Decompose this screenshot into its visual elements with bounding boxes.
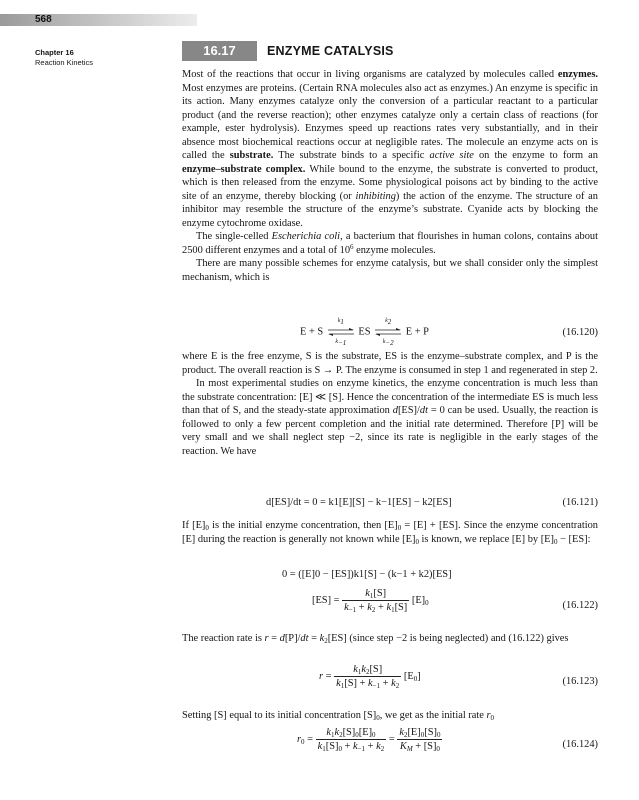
equation-body: d[ES]/dt = 0 = k1[E][S] − k−1[ES] − k2[ES] <box>266 497 452 508</box>
intro-text <box>182 68 598 284</box>
equilibrium-arrow-2: $k_2$ $k_{-2}$ <box>373 325 403 339</box>
body-text-3 <box>182 519 598 546</box>
paragraph-4: where E is the free enzyme, S is the substrate, ES is the enzyme–substrate complex, and P is the product. The overall reaction is S → P. The enzyme is consumed in step 1 and regenerated in step 2. <box>182 351 598 376</box>
chapter-label <box>35 48 175 68</box>
equation-number: (16.123) <box>562 676 598 687</box>
paragraph-7: The reaction rate is $r = d[P]/dt = k_2[ES]$ (since step −2 is being neglected) and (16.122) gives <box>182 633 569 645</box>
equation-16-122: [ES] = $\frac{k_1[S]}{k_{-1} + k_2 + k_1[S]}$ $[E]_0$ (16.122) <box>312 588 598 614</box>
equation-number: (16.121) <box>562 497 598 508</box>
equation-16-121 <box>182 497 598 513</box>
fraction: $\frac{k_1[S]}{k_{-1} + k_2 + k_1[S]}$ <box>344 588 408 614</box>
equation-number: (16.124) <box>562 739 598 750</box>
fraction: $\frac{k_2[E]_0[S]_0}{K_M + [S]_0}$ <box>399 727 441 753</box>
fraction: $\frac{k_1k_2[S]}{k_1[S] + k_{-1} + k_2}$ <box>336 664 400 690</box>
paragraph-1: Most of the reactions that occur in living organisms are catalyzed by molecules called enzymes. Most enzymes are proteins. (Certain RNA molecules also act as enzymes.) An enzyme is specific in its action. Many enzymes catalyze only the conversion of a particular reactant to a particular product (and the reverse reaction); other enzymes catalyze only a certain class of reactions (for example, ester hydrolysis). Enzymes speed up reactions rates very substantially, and in their absence most biochemical reactions occur at negligible rates. The molecule an enzyme acts on is called the substrate. The substrate binds to a specific active site on the enzyme to form an enzyme–substrate complex. While bound to the enzyme, the substrate is converted to product, which is then released from the enzyme. Some physiological poisons act by binding to the active site of an enzyme, thereby blocking (or inhibiting) the action of the enzyme. The structure of an inhibitor may resemble the structure of the enzyme’s substrate. Cyanide acts by blocking the enzyme cytochrome oxidase. <box>182 69 598 229</box>
section-title: ENZYME CATALYSIS <box>267 44 394 58</box>
equation-16-123: r = $\frac{k_1k_2[S]}{k_1[S] + k_{-1} + k_2}$ $[E_0]$ (16.123) <box>319 664 598 690</box>
body-text-4 <box>182 632 598 646</box>
body-text-2 <box>182 350 598 458</box>
equation-body: 0 = ([E]0 − [ES])k1[S] − (k−1 + k2)[ES] <box>282 569 452 580</box>
paragraph-3: There are many possible schemes for enzyme catalysis, but we shall consider only the simplest mechanism, which is <box>182 258 598 283</box>
paragraph-6: If $[E]_0$ is the initial enzyme concentration, then $[E]_0 = [E] + [ES]$. Since the enzyme concentration [E] during the reaction is generally not known while $[E]_0$ is known, we replace [E] by $[E]_0 - [ES]$: <box>182 520 598 546</box>
page-number: 568 <box>35 14 52 25</box>
equation-number: (16.120) <box>562 327 598 338</box>
paragraph-2: The single-celled Escherichia coli, a bacterium that flourishes in human colons, contains about 2500 different enzymes and a total of $10^6$ enzyme molecules. <box>182 231 599 256</box>
equilibrium-arrow-1: $k_1$ $k_{-1}$ <box>326 325 356 339</box>
chapter-title: Reaction Kinetics <box>35 58 93 67</box>
body-text-5 <box>182 709 598 723</box>
chapter-number: Chapter 16 <box>35 48 74 57</box>
paragraph-5: In most experimental studies on enzyme kinetics, the enzyme concentration is much less than the substrate concentration: [E] ≪ [S]. Hence the concentration of the intermediate ES is much less than that of S, and the steady-state approximation d[ES]/dt = 0 can be used. Usually, the reaction is followed to only a few percent completion and the initial rate determined. Therefore [P] will be very small and we shall neglect step −2, since its rate is negligible in the early stages of the reaction. We have <box>182 378 599 457</box>
equation-16-124: $r_0$ = $\frac{k_1k_2[S]_0[E]_0}{k_1[S]_0 + k_{-1} + k_2}$ = $\frac{k_2[E]_0[S]_0}{K_M + [S]_0}$ (16.124) <box>297 727 598 753</box>
section-number: 16.17 <box>182 41 257 61</box>
page-number-bar <box>0 14 197 26</box>
equation-16-120: E + S $k_1$ $k_{-1}$ ES $k_2$ $k_{-2}$ E + P (16.120) <box>300 318 598 347</box>
fraction: $\frac{k_1k_2[S]_0[E]_0}{k_1[S]_0 + k_{-1} + k_2}$ <box>317 727 385 753</box>
equation-steady-state-expanded <box>182 569 598 584</box>
paragraph-8: Setting [S] equal to its initial concentration $[S]_0$, we get as the initial rate $r_0$ <box>182 710 495 722</box>
equation-number: (16.122) <box>562 600 598 611</box>
